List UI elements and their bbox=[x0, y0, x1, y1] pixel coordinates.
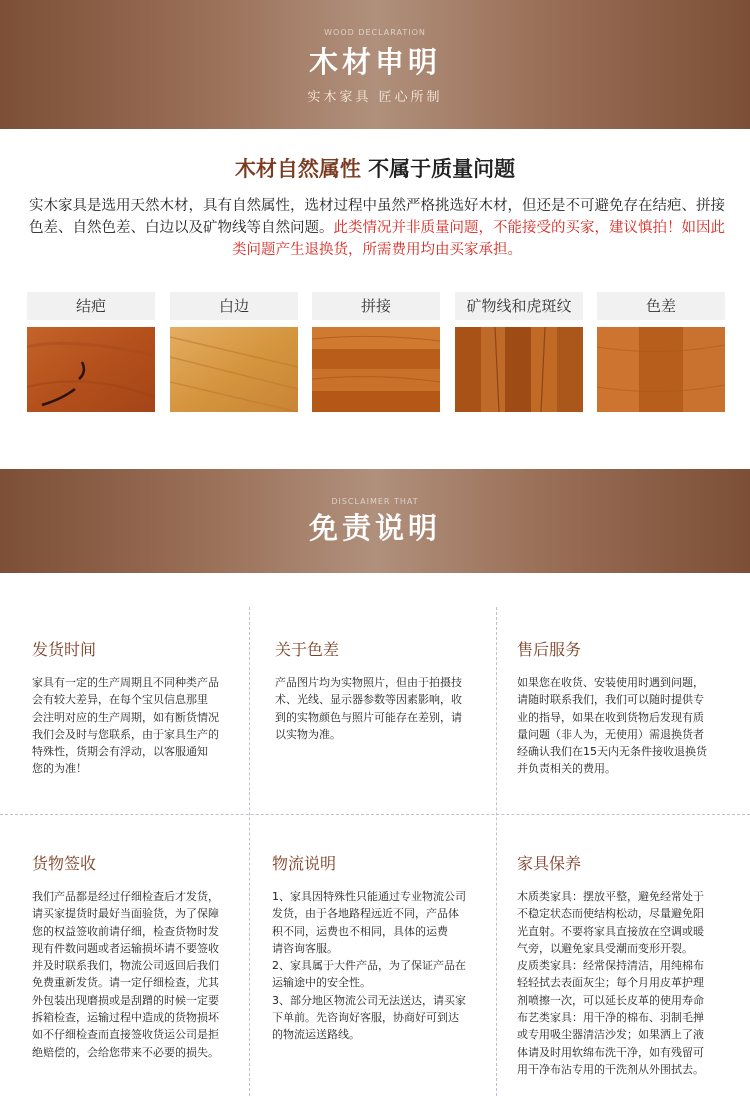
intro-warning-text: 此类情况并非质量问题，不能接受的买家，建议慎拍！如因此类问题产生退换货，所需费用均由买家承担。 bbox=[232, 220, 725, 258]
banner-subtitle: 实木家具 匠心所制 bbox=[307, 90, 443, 105]
wood-mineral-line-image bbox=[455, 327, 583, 412]
wood-sample-row bbox=[27, 292, 725, 412]
wood-sample-label: 结疤 bbox=[27, 292, 155, 320]
grid-divider bbox=[0, 814, 750, 815]
wood-knot-image bbox=[27, 327, 155, 412]
cell-title: 关于色差 bbox=[275, 640, 340, 659]
cell-shipping-time bbox=[32, 637, 242, 778]
banner-english-label: WOOD DECLARATION bbox=[324, 28, 426, 37]
cell-logistics bbox=[272, 851, 486, 1044]
section-title bbox=[0, 153, 750, 183]
wood-sample-mineral-line bbox=[455, 292, 583, 412]
section-title-rest: 不属于质量问题 bbox=[360, 157, 516, 181]
banner-title: 木材申明 bbox=[308, 45, 441, 79]
grid-divider bbox=[496, 607, 497, 1096]
wood-joint-image bbox=[312, 327, 440, 412]
wood-declaration-banner bbox=[0, 0, 750, 129]
disclaimer-banner bbox=[0, 469, 750, 573]
grid-divider bbox=[249, 607, 250, 1096]
cell-furniture-care bbox=[517, 851, 735, 1078]
wood-white-edge-image bbox=[170, 327, 298, 412]
wood-sample-white-edge bbox=[170, 292, 298, 412]
cell-body: 1、家具因特殊性只能通过专业物流公司 发货，由于各地路程远近不同，产品体 积不同，运费也不相同，具体的运费 请咨询客服。 2、家具属于大件产品，为了保证产品在 运输途中的安全性。 3、部分地区物流公司无法送达，请买家 下单前。先咨询好客服，协商好可到达 的物流运送路线。 bbox=[272, 890, 466, 1042]
section-title-highlight: 木材自然属性 bbox=[234, 156, 361, 181]
cell-title: 物流说明 bbox=[272, 854, 337, 873]
wood-sample-joint bbox=[312, 292, 440, 412]
cell-title: 发货时间 bbox=[32, 640, 97, 659]
banner-english-label: DISCLAIMER THAT bbox=[331, 497, 419, 506]
cell-title: 售后服务 bbox=[517, 640, 582, 659]
cell-color-difference bbox=[275, 637, 485, 743]
wood-sample-knot bbox=[27, 292, 155, 412]
wood-color-diff-image bbox=[597, 327, 725, 412]
cell-after-sales bbox=[517, 637, 732, 778]
cell-goods-receipt bbox=[32, 851, 244, 1061]
disclaimer-grid bbox=[0, 607, 750, 1096]
wood-sample-label: 矿物线和虎斑纹 bbox=[455, 292, 583, 320]
wood-sample-label: 白边 bbox=[170, 292, 298, 320]
intro-paragraph bbox=[22, 195, 732, 261]
banner-title: 免责说明 bbox=[308, 511, 441, 545]
cell-body: 产品图片均为实物照片，但由于拍摄技 术、光线、显示器参数等因素影响，收 到的实物颜色与照片可能存在差别，请 以实物为准。 bbox=[275, 676, 462, 741]
wood-sample-color-diff bbox=[597, 292, 725, 412]
cell-body: 木质类家具：摆放平整，避免经常处于 不稳定状态而使结构松动，尽量避免阳 光直射。不要将家具直接放在空调或暖 气旁，以避免家具受潮而变形开裂。 皮质类家具：经常保持清洁，用纯棉布 轻轻拭去表面灰尘；每个月用皮革护理 剂喷擦一次，可以延长皮革的使用寿命 布艺类家具：用干净的棉布、羽制毛掸 或专用吸尘器清洁沙发；如果洒上了液 体请及时用软绵布洗干净，如有残留可 用干净布沾专用的干洗剂从外围拭去。 bbox=[517, 890, 704, 1076]
cell-title: 货物签收 bbox=[32, 854, 97, 873]
cell-body: 我们产品都是经过仔细检查后才发货， 请买家提货时最好当面验货，为了保障 您的权益签收前请仔细，检查货物时发 现有件数问题或者运输损坏请不要签收 并及时联系我们，物流公司返回后我们 免费重新发货。请一定仔细检查，尤其 外包装出现磨损或是刮蹭的时候一定要 拆箱检查，运输过程中造成的货物损坏 如不仔细检查而直接签收货运公司是拒 绝赔偿的，会给您带来不必要的损失。 bbox=[32, 890, 219, 1059]
cell-body: 如果您在收货、安装使用时遇到问题， 请随时联系我们，我们可以随时提供专 业的指导，如果在收到货物后发现有质 量问题（非人为，无使用）需退换货者 经确认我们在15天内无条件接收退换货 并负责相关的费用。 bbox=[517, 676, 707, 776]
cell-body: 家具有一定的生产周期且不同种类产品 会有较大差异，在每个宝贝信息那里 会注明对应的生产周期，如有断货情况 我们会及时与您联系，由于家具生产的 特殊性，货期会有浮动，以客服通知 您的为准！ bbox=[32, 676, 219, 776]
wood-sample-label: 拼接 bbox=[312, 292, 440, 320]
cell-title: 家具保养 bbox=[517, 854, 582, 873]
wood-sample-label: 色差 bbox=[597, 292, 725, 320]
intro-text: 实木家具是选用天然木材，具有自然属性，选材过程中虽然严格挑选好木材，但还是不可避免存在结疤、拼接色差、自然色差、白边以及矿物线等自然问题。 bbox=[29, 198, 725, 236]
